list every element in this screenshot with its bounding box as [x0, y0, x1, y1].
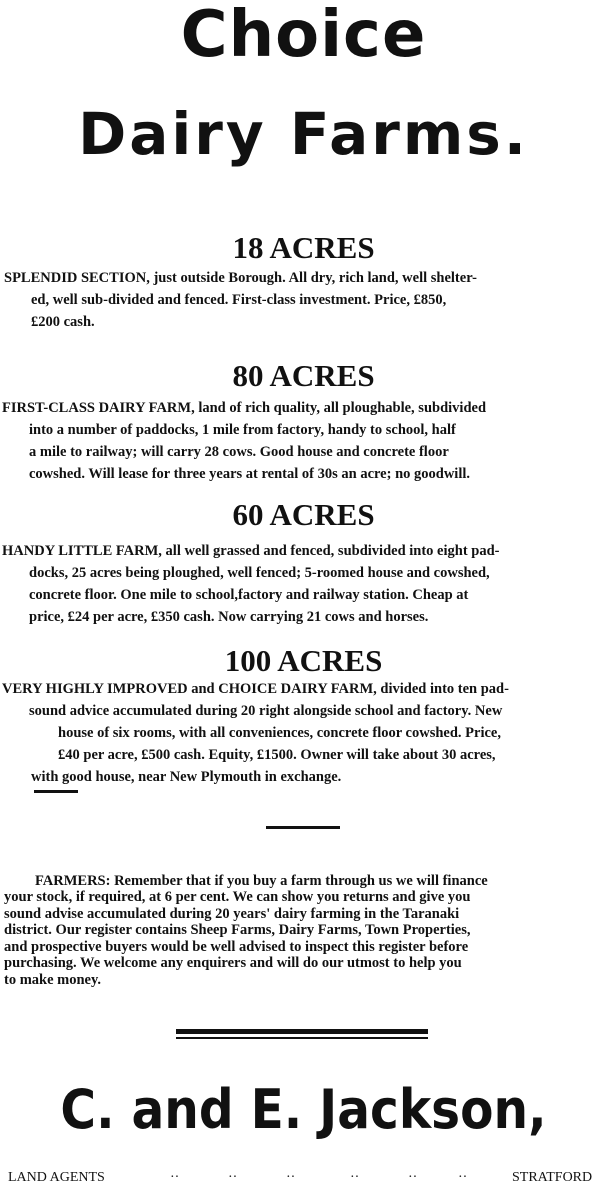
text-line: SPLENDID SECTION, just outside Borough. All dry, rich land, well shelter-: [4, 270, 477, 286]
text-line: with good house, near New Plymouth in exchange.: [31, 769, 342, 785]
footer-dot-leader: ··: [408, 1170, 418, 1185]
ad-title-choice: Choice: [180, 0, 427, 72]
listing-heading-100-acres: 100 ACRES: [224, 643, 383, 678]
text-line: purchasing. We welcome any enquirers and will do our utmost to help you: [4, 955, 462, 971]
double-rule-top: [176, 1029, 428, 1034]
footer-land-agents: LAND AGENTS: [8, 1170, 105, 1185]
company-name: C. and E. Jackson,: [60, 1078, 547, 1141]
short-rule: [34, 790, 78, 793]
text-line: £200 cash.: [31, 314, 95, 330]
text-line: docks, 25 acres being ploughed, well fenced; 5-roomed house and cowshed,: [29, 565, 490, 581]
text-line: FIRST-CLASS DAIRY FARM, land of rich quality, all ploughable, subdivided: [2, 400, 487, 416]
footer-dot-leader: ··: [458, 1170, 468, 1185]
ad-title-dairy-farms: Dairy Farms.: [78, 100, 529, 168]
text-line: VERY HIGHLY IMPROVED and CHOICE DAIRY FARM, divided into ten pad-: [2, 681, 509, 697]
text-line: £40 per acre, £500 cash. Equity, £1500. Owner will take about 30 acres,: [58, 747, 496, 763]
text-line: a mile to railway; will carry 28 cows. Good house and concrete floor: [29, 444, 449, 460]
footer-dot-leader: ··: [350, 1170, 360, 1185]
text-line: into a number of paddocks, 1 mile from factory, handy to school, half: [29, 422, 456, 438]
text-line: HANDY LITTLE FARM, all well grassed and fenced, subdivided into eight pad-: [2, 543, 500, 559]
footer-dot-leader: ··: [286, 1170, 296, 1185]
text-line: your stock, if required, at 6 per cent. We can show you returns and give you: [4, 889, 471, 905]
listing-heading-60-acres: 60 ACRES: [232, 497, 375, 532]
double-rule-bottom: [176, 1037, 428, 1039]
text-line: to make money.: [4, 972, 102, 988]
text-line: cowshed. Will lease for three years at rental of 30s an acre; no goodwill.: [29, 466, 471, 482]
text-line: FARMERS: Remember that if you buy a farm through us we will finance: [35, 873, 488, 889]
footer-stratford: STRATFORD: [512, 1170, 593, 1185]
listing-heading-80-acres: 80 ACRES: [232, 358, 375, 393]
listing-heading-18-acres: 18 ACRES: [232, 230, 375, 265]
text-line: ed, well sub-divided and fenced. First-class investment. Price, £850,: [31, 292, 447, 308]
text-line: sound advise accumulated during 20 years' dairy farming in the Taranaki: [4, 906, 460, 922]
footer-dot-leader: ··: [170, 1170, 180, 1185]
text-line: concrete floor. One mile to school,factory and railway station. Cheap at: [29, 587, 469, 603]
text-line: price, £24 per acre, £350 cash. Now carrying 21 cows and horses.: [29, 609, 429, 625]
text-line: house of six rooms, with all conveniences, concrete floor cowshed. Price,: [58, 725, 501, 741]
text-line: district. Our register contains Sheep Farms, Dairy Farms, Town Properties,: [4, 922, 471, 938]
footer-dot-leader: ··: [228, 1170, 238, 1185]
divider-rule: [266, 826, 340, 829]
text-line: and prospective buyers would be well advised to inspect this register before: [4, 939, 469, 955]
text-line: sound advice accumulated during 20 right alongside school and factory. New: [29, 703, 503, 719]
